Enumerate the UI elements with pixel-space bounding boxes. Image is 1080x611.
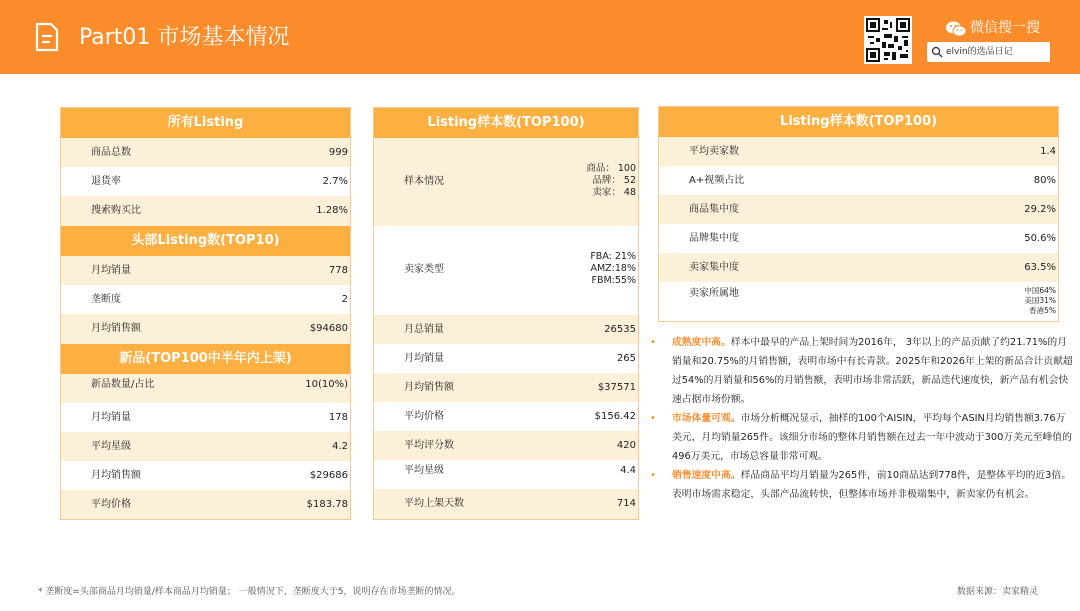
section-header-sample: Listing样本数(TOP100) <box>374 108 638 138</box>
table-row: 月均销量 778 <box>61 256 350 285</box>
data-source: 数据来源：卖家精灵 <box>956 587 1038 597</box>
header-bar <box>0 0 1080 74</box>
table-row: 月均销量 178 <box>91 412 348 423</box>
table-row: 月总销量 26535 <box>374 315 638 344</box>
table-row: 商品总数 999 <box>61 138 350 167</box>
seller-type-values: FBA: 21% AMZ:18% FBM:55% <box>590 251 636 286</box>
qr-code <box>864 16 912 64</box>
table-row: 退货率 2.7% <box>91 176 348 187</box>
table-row-seller-type: 卖家类型 FBA: 21% AMZ:18% FBM:55% <box>404 251 636 286</box>
table-row-sample-info: 样本情况 商品： 100 品牌： 52 卖家： 48 <box>374 138 638 226</box>
wechat-icon <box>945 20 967 38</box>
footnote: * 垄断度=头部商品月均销量/样本商品月均销量； 一般情况下，垄断度大于5，说明存在市场垄断的情况。 <box>38 587 461 597</box>
table-row: 新品数量/占比 10(10%) <box>61 374 350 403</box>
search-icon <box>931 46 943 58</box>
table-row: 月均销量 265 <box>404 353 636 364</box>
table-row: 商品集中度 29.2% <box>659 195 1058 224</box>
table-row: 月均销售额 $37571 <box>374 373 638 402</box>
table-row: 平均评分数 420 <box>374 431 638 460</box>
table-row-seller-origin: 卖家所属地 中国64% 美国31% 香港5% <box>689 286 1056 315</box>
table-row: 月均销售额 $29686 <box>91 470 348 481</box>
wechat-search-box[interactable] <box>927 42 1050 62</box>
panel-sample-top100 <box>373 107 639 520</box>
bullet-sales-speed: • 销售速度中高。样品商品平均月销量为265件，前10商品达到778件，是整体平均的近3倍。表明市场需求稳定，头部产品流转快，但整体市场并非极端集中，新卖家仍有机会。 <box>650 470 1071 500</box>
panel-concentration <box>658 106 1059 322</box>
panel-all-listings <box>60 107 351 520</box>
table-row: 平均卖家数 1.4 <box>659 137 1058 166</box>
section-header-top10: 头部Listing数(TOP10) <box>61 226 350 256</box>
table-row: 平均星级 4.2 <box>61 432 350 461</box>
table-row: A+视频占比 80% <box>689 175 1056 186</box>
table-row: 搜索购买比 1.28% <box>61 196 350 226</box>
table-row: 平均价格 $156.42 <box>404 411 636 422</box>
section-header-new-products: 新品(TOP100中半年内上架) <box>61 344 350 374</box>
page-title: Part01 市场基本情况 <box>79 25 290 50</box>
bullet-maturity: • 成熟度中高。样本中最早的产品上架时间为2016年， 3年以上的产品贡献了约21.71%的月销量和20.75%的月销售额，表明市场中有长青款。2025年和2026年上架的新品合计贡献超过54%的月销量和56%的月销售额，表明市场非常活跃，新品迭代速度快，新产品有机会快速占据市场份额。 <box>650 337 1073 405</box>
table-row: 垄断度 2 <box>91 294 348 305</box>
table-row: 平均价格 $183.78 <box>61 490 350 519</box>
search-input-value: elvin的选品日记 <box>946 47 1013 57</box>
table-row: 平均上架天数 714 <box>374 489 638 519</box>
bullet-market-size: • 市场体量可观。市场分析概况显示，抽样的100个AISIN，平均每个ASIN月均销售额3.76万美元，月均销量265件。该细分市场的整体月销售额在过去一年中波动于300万美元至峰值的496万美元，市场总容量非常可观。 <box>650 413 1072 462</box>
document-icon <box>34 22 60 52</box>
section-header-concentration: Listing样本数(TOP100) <box>659 107 1058 137</box>
table-row: 卖家集中度 63.5% <box>659 253 1058 282</box>
table-row: 月均销售额 $94680 <box>61 314 350 344</box>
table-row: 平均星级 4.4 <box>404 465 636 476</box>
analysis-bullets <box>650 333 1074 504</box>
section-header-all-listings: 所有Listing <box>61 108 350 138</box>
table-row: 品牌集中度 50.6% <box>689 233 1056 244</box>
seller-origin-values: 中国64% 美国31% 香港5% <box>1024 286 1056 315</box>
wechat-search-label: 微信搜一搜 <box>970 20 1040 36</box>
sample-info-values: 商品： 100 品牌： 52 卖家： 48 <box>586 163 636 198</box>
